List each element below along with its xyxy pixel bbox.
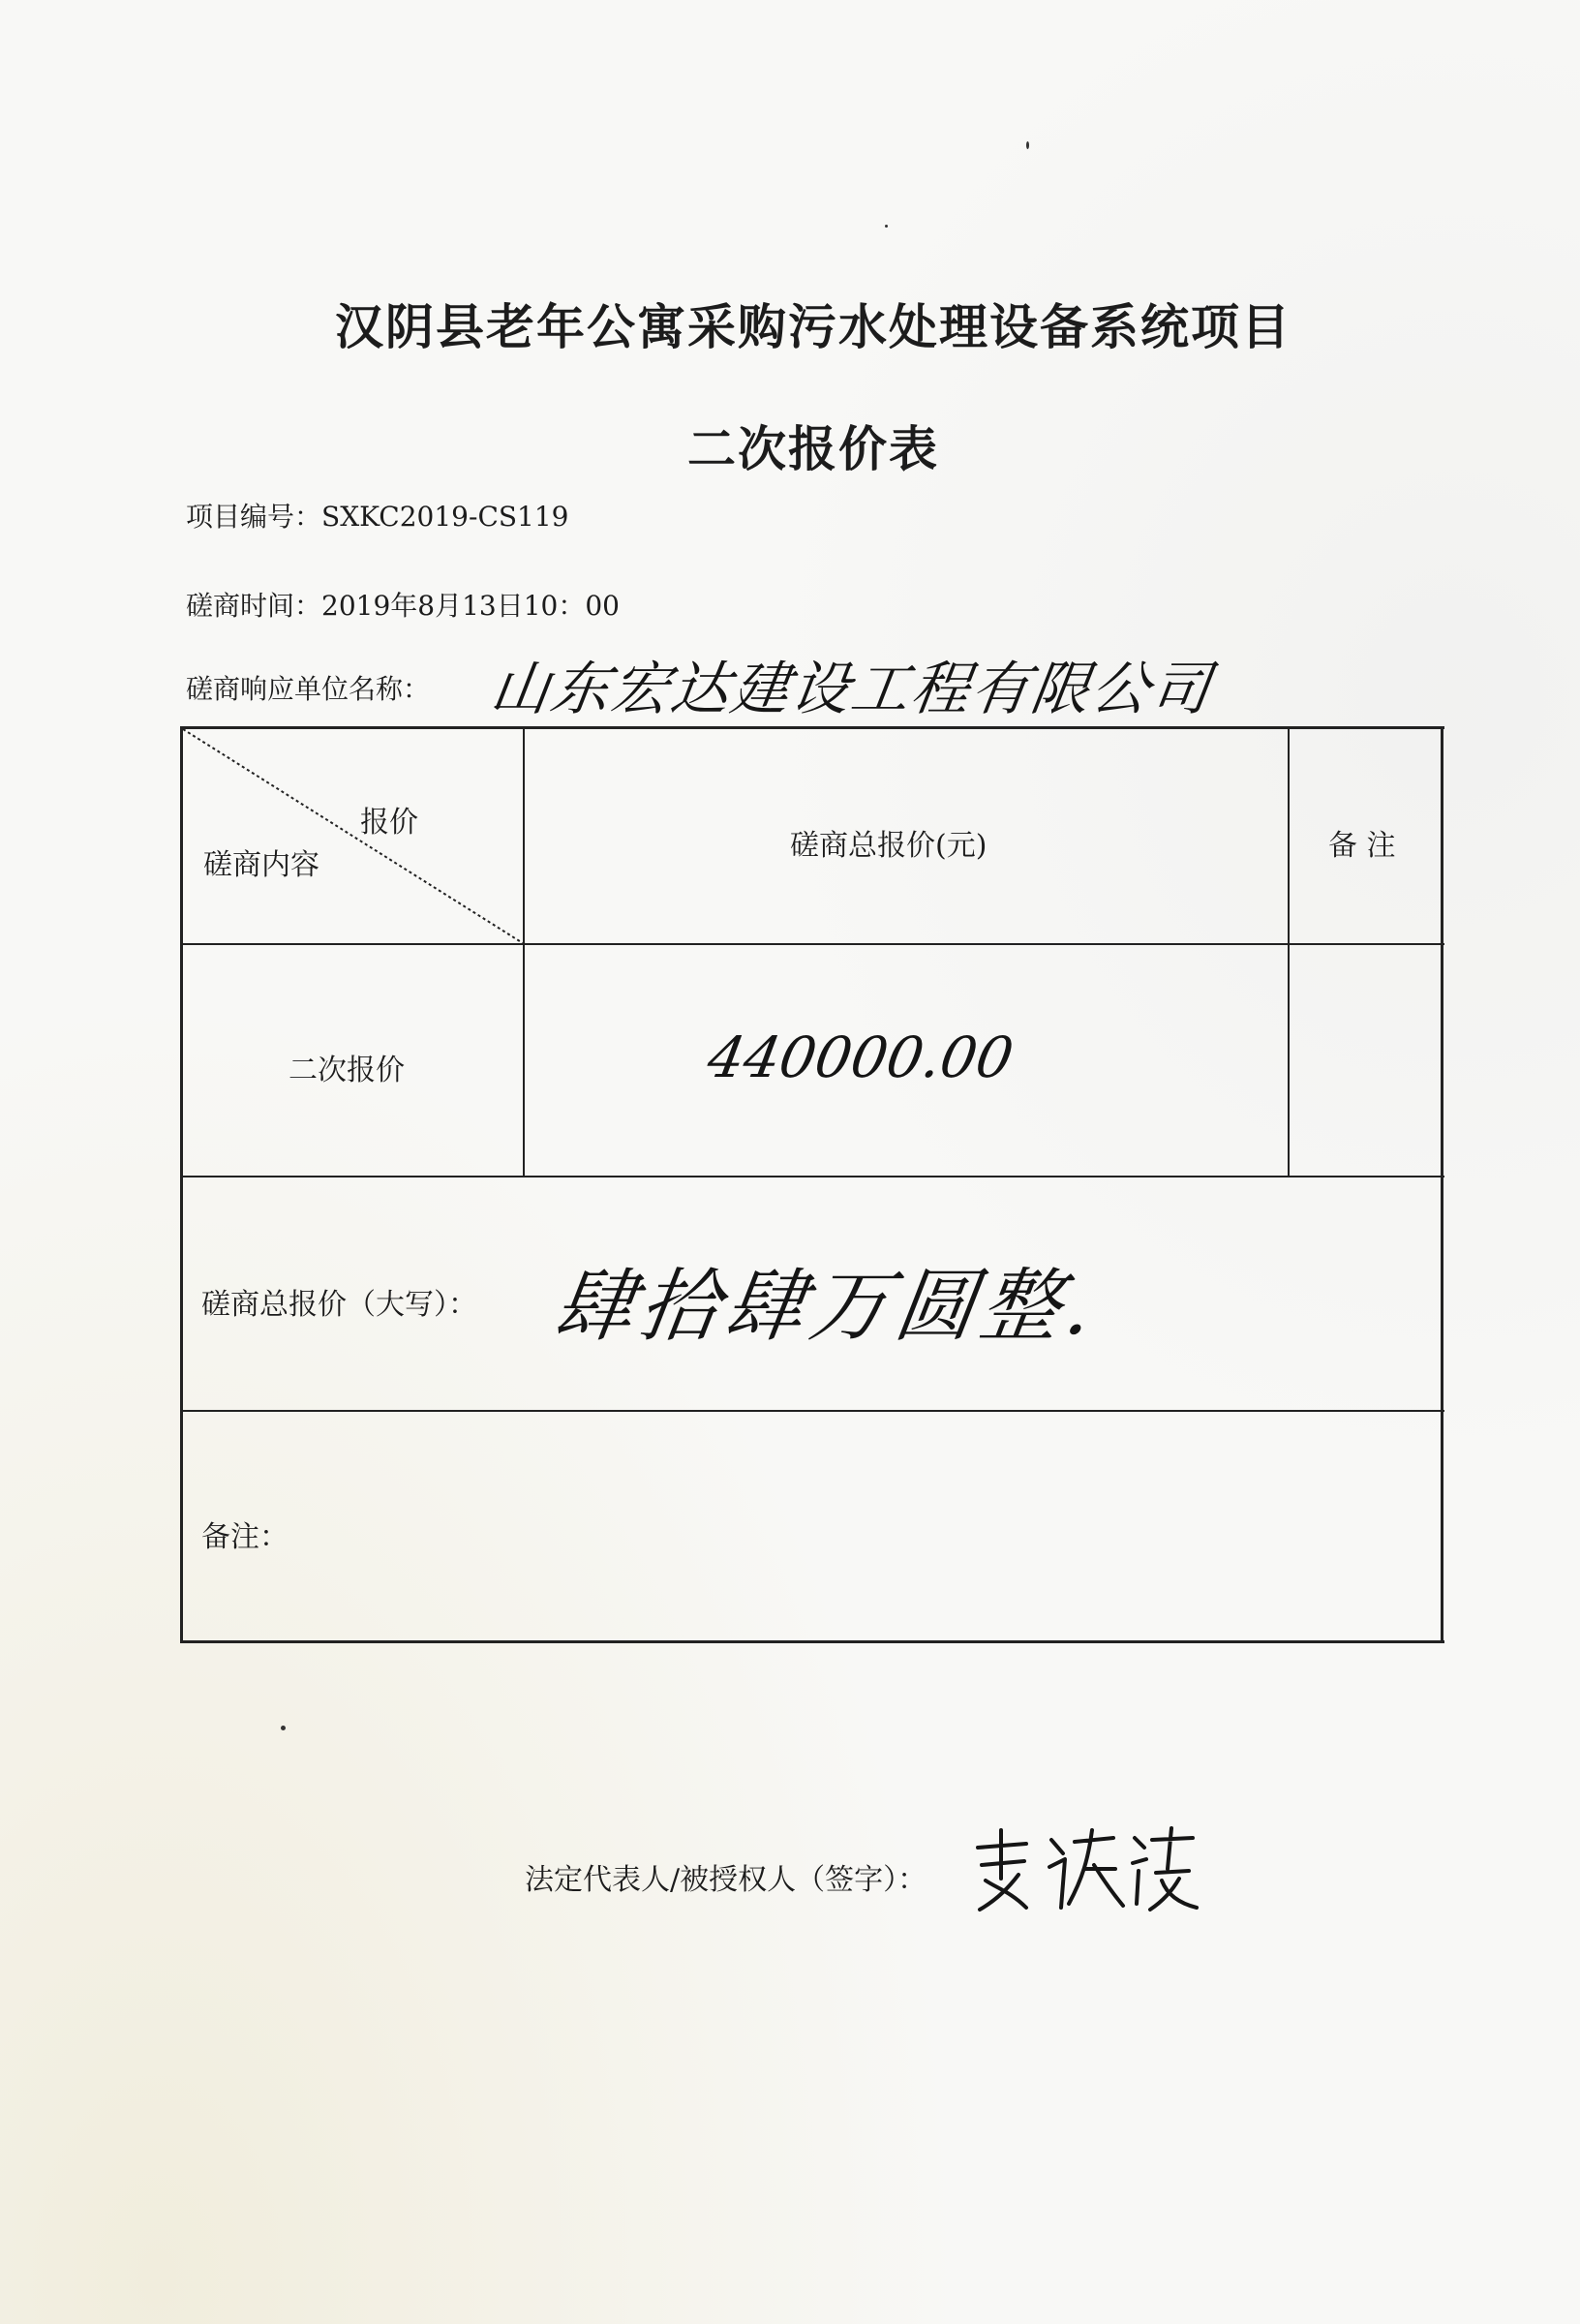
speck-mark: [281, 1726, 286, 1730]
row-second-quote-value-handwritten: 440000.00: [703, 1024, 1018, 1090]
project-number-line: [186, 496, 569, 535]
capital-total-label: 磋商总报价（大写）：: [201, 1288, 477, 1322]
respondent-name-handwritten: 山东宏达建设工程有限公司: [486, 656, 1217, 723]
project-number-label: 项目编号：: [186, 501, 322, 533]
header-note: 备 注: [1328, 829, 1396, 863]
negotiation-time-value: 2019年8月13日10：00: [321, 590, 620, 622]
document-subtitle: 二次报价表: [687, 421, 939, 477]
document-title: 汉阴县老年公寓采购污水处理设备系统项目: [335, 299, 1291, 355]
row-second-quote-label: 二次报价: [289, 1054, 405, 1087]
table-col-line-2: [1288, 726, 1290, 1177]
signature-label: 法定代表人/被授权人（签字）：: [525, 1863, 927, 1897]
header-quote-label: 报价: [360, 806, 418, 840]
table-row-line-3: [180, 1410, 1444, 1412]
respondent-label: 磋商响应单位名称：: [186, 673, 431, 705]
table-col-line-1: [523, 726, 525, 1177]
negotiation-time-label: 磋商时间：: [186, 590, 322, 622]
speck-mark: [1026, 141, 1029, 149]
table-border-bottom: [180, 1640, 1444, 1643]
capital-total-value-handwritten: 肆拾肆万圆整.: [548, 1261, 1104, 1353]
table-row-line-1: [180, 943, 1444, 945]
header-diagonal-line: [183, 729, 523, 943]
header-total-price: 磋商总报价(元): [790, 829, 988, 863]
speck-mark: [885, 225, 888, 228]
project-number-value: SXKC2019-CS119: [321, 501, 569, 533]
notes-label: 备注：: [201, 1520, 289, 1554]
table-border-right: [1441, 726, 1443, 1642]
header-content-label: 磋商内容: [203, 848, 319, 882]
handwritten-signature: [968, 1820, 1200, 1917]
negotiation-time-line: [186, 585, 620, 624]
table-row-line-2: [180, 1176, 1444, 1177]
